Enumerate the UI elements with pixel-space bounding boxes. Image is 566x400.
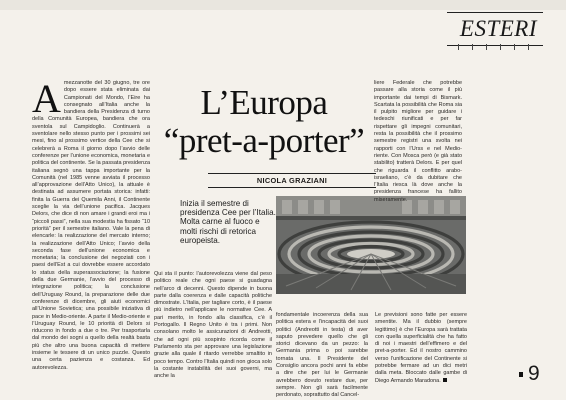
rule-tick	[458, 44, 459, 50]
author-byline: NICOLA GRAZIANI	[208, 173, 376, 188]
folio-square-mark	[519, 372, 523, 377]
article-column-3: fondamentale incoerenza della sua politica estera e l’incapacità dei suoi politici (Andreotti in testa) di aver saputo prevedere quello che gli storici dicevano da un pezzo: la Germania prima o poi sarebbe tornata una. Il Presidente del Consiglio ancora pochi anni fa ebbe a dire che per lui le Germanie avrebbero dovuto restare due, per sempre. Non gli sarà facilmente perdonato, soprattutto dal Cancel-	[276, 312, 368, 399]
rule-tick	[500, 44, 501, 50]
column-4-text: Le previsioni sono fatte per essere smentite. Ma il dubbio (sempre legittimo) è che l’Europa sarà trattata con quella superficialità che ha fatto di noi i maestri dell’effimero e del pret-a-porter. Ed il nostro cammino verso l’unificazione del Continente si potrebbe fermare ad un dici metri dalla meta. Bloccato dalle gambe di Diego Armando Maradona.	[375, 312, 467, 384]
article-column-1	[32, 76, 150, 387]
headline-line-2: “pret-a-porter”	[163, 121, 365, 160]
rule-tick	[514, 44, 515, 50]
article-headline	[152, 84, 376, 160]
page-top-band	[0, 0, 566, 10]
page-number: 9	[528, 362, 540, 385]
article-column-4	[375, 312, 467, 390]
end-of-article-mark	[443, 378, 447, 382]
column-1-text: mezzanotte del 30 giugno, tre ore dopo essere stata eliminata dai Campionati del Mondo, l’Eire ha consegnato all’Italia anche la bandiera della Presidenza di turno della Comunità Europea, bandiera che ora sventola sul Campidoglio. Continuerà a sventolare nello stesso punto per i prossimi sei mesi, fino al prossimo vertice della Cee che si celebrerà a Roma il giorno dopo l’avvio delle conferenze per l’unione economica, monetaria e politica del continente. Se la passata presidenza italiana segnò una tappa importante per la Comunità (nel 1985 venne avviata il processo all’approvazione dell’Atto Unico), la attuale è destinata ad assumere portata storica: infatti: finita la Guerra dei Quemila Anni, il Continente sceglie la via dell’unione pacifica. Jacques Delors, che dice di non amare i grandi eroi ma i “piccoli passi”, nella sua modestia ha fissato “10 priorità” per il semestre italiano. Vale la pena di elencarle: la realizzazione del mercato interno; la realizzazione dell’Atto Unico; l’avvio della seconda fase dell’unione economica e monetaria; la conclusione dei negoziati con i paesi dell’Est a cui dovrebbe essere accordato lo status della superassociazione; la fusione della due Germanie, l’avvio del processo di integrazione politica; la conclusione dell’Uruguay Round, la preparazione delle due conferenze di dicembre, gli aiuti economici all’Unione Sovietica; una possibile iniziativa di pace in Medio-oriente. A parte il Medio-oriente e l’Uruguay Round, le 10 priorità di Delors si riducono in fondo a due o tre. Per trasportarla dal mondo dei sogni a quello della realtà basta più che altro una buona capacità di mettere insieme le tessere di un unico puzzle. Questo una certa pazienza e costanza. Ed autorevolezza.	[32, 80, 150, 371]
drop-cap: A	[32, 76, 61, 121]
section-tag	[447, 12, 543, 46]
parliament-chamber-photo	[276, 196, 466, 294]
article-lead: Inizia il semestre di presidenza Cee per l’Italia. Molta carne al fuoco e molti rischi di retorica europeista.	[180, 199, 276, 245]
parliament-hemicycle-illustration	[276, 196, 466, 294]
rule-tick	[486, 44, 487, 50]
headline-line-1: L’Europa	[200, 83, 328, 122]
article-column-right: liere Federale che potrebbe passare alla storia come il più importante dai tempi di Bismark. Scartata la possibilità che Roma sia il pulpito migliore per guidare i tedeschi riunificati e per far rispettare gli impegni comunitari, resta la possibilità che il prossimo semestre registri una svolta nei rapporti con l’Urss e nel Medio-riente. Con Mosca però (e già stato stabilito) tratterà Delors. E per quel che riguarda il conflitto arabo-israeliano, c’è da dubitare che l’Italia riesca là dove anche la presidenza francese ha fallito miseramente.	[374, 80, 462, 203]
rule-tick	[472, 44, 473, 50]
rule-tick	[528, 44, 529, 50]
section-label: ESTERI	[459, 16, 537, 41]
article-column-2: Qui sta il punto: l’autorevolezza viene dal peso politico reale che ogni paese si guadagna nell’arco di decenni. Questo dipende in buona parte dalla coerenza e dalle capacità politiche dimostrate. L’Italia, per tagliare corto, è il paese più indietro nell’applicare le normative Cee. A pari merito, in fondo alla classifica, c’è il Portogallo. Il Regno Unito è tra i primi. Non consolano molto le assicurazioni di Andreotti, che ad ogni più sospinto ricorda come il Parlamento sta per approvare una legislazione grazie alla quale il ritardo verrebbe smaltito in poco tempo. Contro l’Italia quindi non gioca solo la costante instabilità dei suoi governi, ma anche la	[154, 271, 272, 380]
